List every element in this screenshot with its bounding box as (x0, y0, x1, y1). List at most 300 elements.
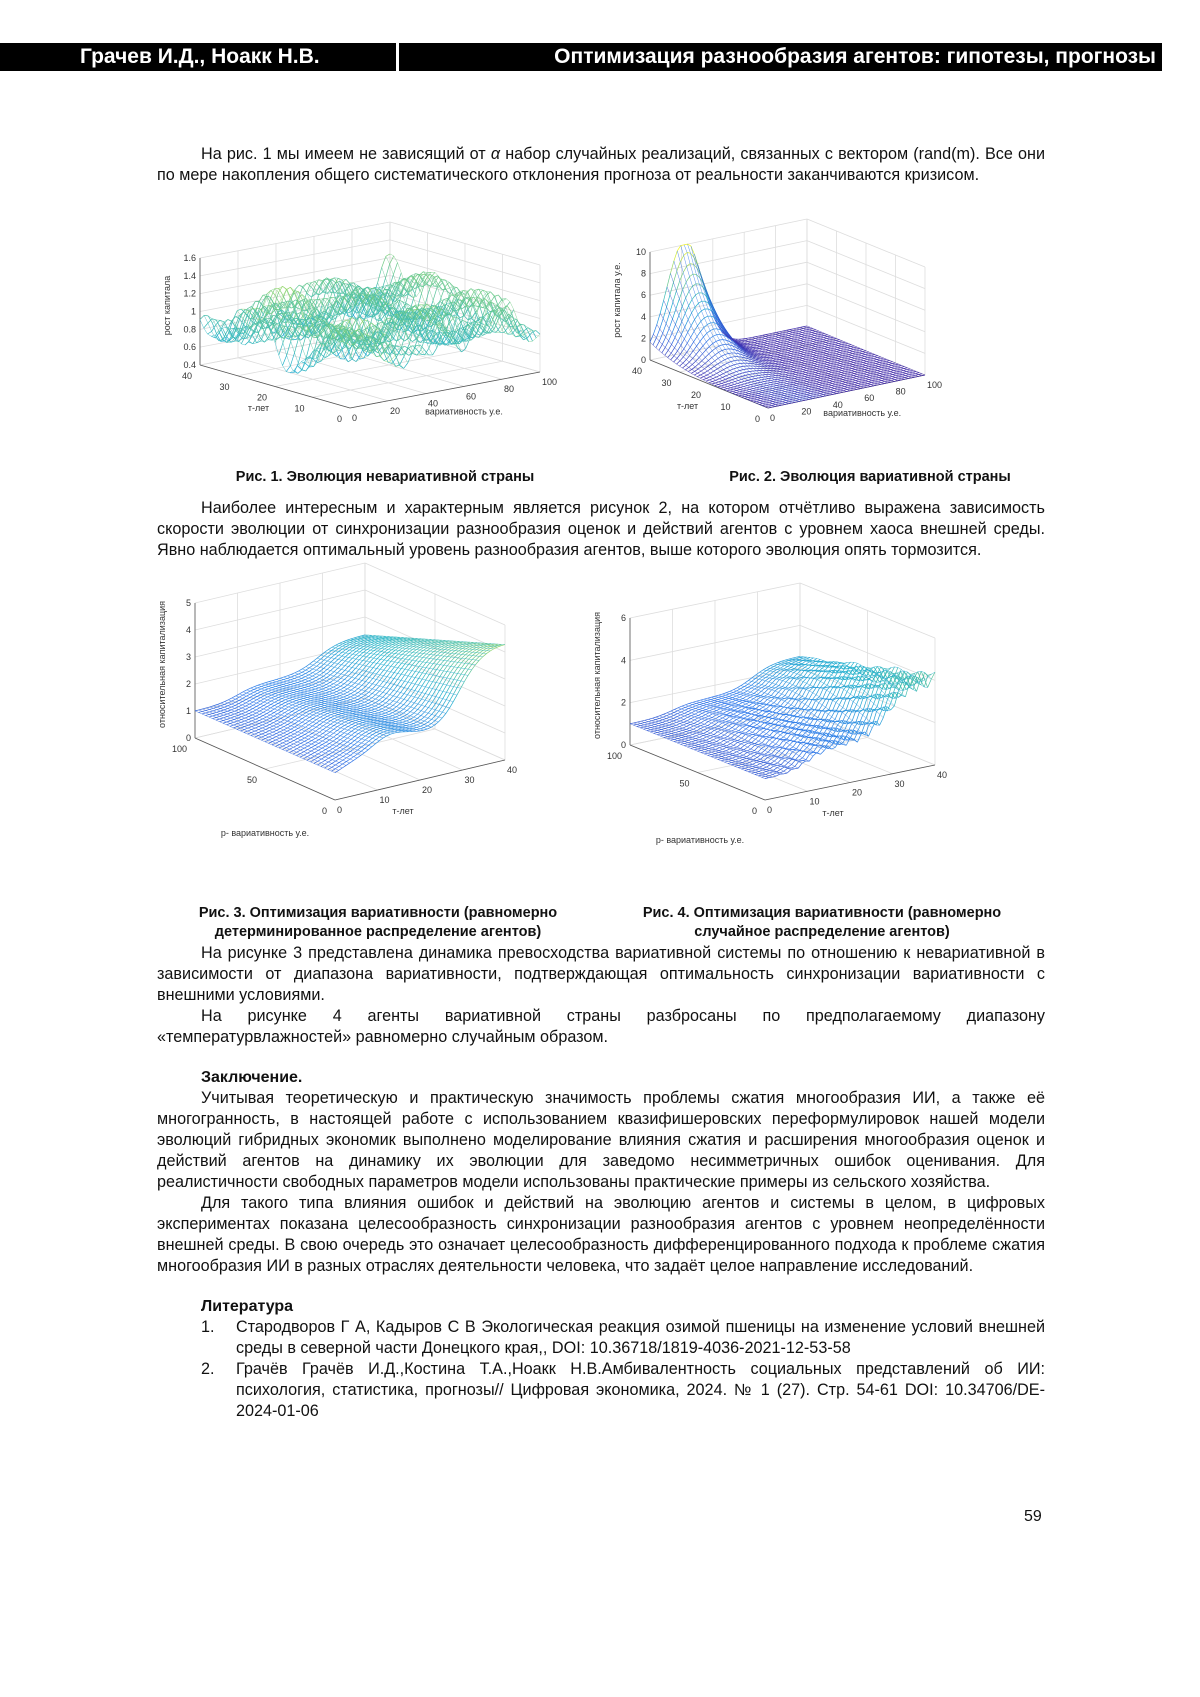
surface-mesh-line (304, 691, 308, 692)
surface-mesh-line (417, 645, 421, 647)
surface-mesh-line (755, 378, 758, 379)
surface-mesh-line (844, 373, 847, 374)
surface-mesh-line (859, 381, 862, 382)
surface-mesh-line (827, 366, 830, 367)
surface-mesh-line (817, 353, 820, 354)
surface-mesh-line (312, 681, 316, 683)
surface-mesh-line (779, 348, 782, 349)
surface-mesh-line (835, 384, 838, 385)
surface-mesh-line (392, 643, 396, 645)
surface-mesh-line (792, 332, 795, 333)
surface-mesh-line (312, 684, 316, 685)
surface-mesh-line (209, 716, 213, 717)
surface-mesh-line (327, 666, 331, 669)
surface-mesh-line (798, 377, 801, 378)
surface-mesh-line (789, 388, 792, 389)
surface-mesh-line (739, 391, 742, 392)
surface-mesh-line (327, 662, 331, 665)
surface-mesh-line (887, 382, 890, 383)
surface-mesh-line (795, 374, 798, 375)
surface-mesh-line (820, 337, 823, 338)
surface-mesh-line (813, 341, 816, 342)
surface-mesh-line (683, 360, 686, 364)
surface-mesh-line (259, 725, 263, 727)
surface-mesh-line (897, 371, 900, 372)
alpha-symbol: α (491, 145, 500, 163)
surface-mesh-line (395, 654, 399, 657)
surface-mesh-line (259, 716, 263, 718)
surface-mesh-line (370, 658, 374, 662)
surface-mesh-line (866, 376, 869, 377)
surface-mesh-line (880, 371, 883, 372)
surface-mesh-line (417, 643, 421, 645)
surface-mesh-line (249, 712, 253, 714)
surface-mesh-line (736, 390, 739, 391)
surface-mesh-line (826, 353, 829, 354)
surface-mesh-line (797, 394, 800, 395)
surface-mesh-line (895, 377, 898, 378)
surface-mesh-line (875, 379, 878, 380)
surface-mesh-line (865, 354, 868, 355)
surface-mesh-line (231, 714, 235, 715)
surface-mesh-line (245, 714, 249, 716)
surface-mesh-line (653, 338, 656, 345)
surface-mesh-line (860, 362, 863, 363)
surface-mesh-line (317, 704, 321, 705)
surface-mesh-line (826, 357, 829, 358)
surface-mesh-line (890, 371, 893, 372)
surface-mesh-line (287, 682, 291, 683)
surface-mesh-line (744, 386, 747, 387)
surface-mesh-line (244, 728, 248, 729)
surface-mesh-line (834, 349, 837, 350)
surface-mesh-line (385, 641, 389, 642)
surface-mesh-line (771, 396, 774, 397)
surface-mesh-line (770, 384, 773, 385)
surface-mesh-line (295, 674, 299, 676)
surface-mesh-line (256, 704, 260, 706)
surface-mesh-line (251, 731, 255, 733)
surface-mesh-line (317, 655, 321, 658)
surface-mesh-line (775, 393, 778, 394)
surface-mesh-line (209, 713, 213, 714)
surface-mesh-line (767, 383, 770, 384)
surface-mesh-line (325, 699, 329, 700)
surface-mesh-line (782, 362, 785, 363)
surface-mesh-line (739, 373, 742, 374)
surface-mesh-line (754, 385, 757, 386)
surface-mesh-line (325, 701, 329, 702)
surface-mesh-line (318, 698, 322, 699)
surface-mesh-line (347, 697, 351, 699)
surface-mesh-line (797, 355, 800, 356)
surface-mesh-line (261, 696, 265, 698)
surface-mesh-line (270, 723, 274, 725)
surface-mesh-line (731, 357, 734, 358)
surface-mesh-line (788, 403, 791, 404)
surface-mesh-line (768, 407, 771, 408)
surface-mesh-line (367, 643, 371, 645)
surface-mesh-line (345, 662, 349, 666)
surface-mesh-line (670, 261, 673, 273)
surface-mesh-line (809, 373, 812, 374)
surface-mesh-line (823, 396, 826, 397)
surface-mesh-line (809, 330, 812, 331)
surface-mesh-line (824, 388, 827, 389)
surface-mesh-line (391, 650, 395, 653)
surface-mesh-line (792, 362, 795, 363)
surface-mesh-line (815, 346, 818, 347)
surface-mesh-line (776, 347, 779, 348)
surface-mesh-line (806, 331, 809, 332)
surface-mesh-line (293, 694, 297, 695)
surface-mesh-line (791, 364, 794, 365)
surface-mesh-line (793, 328, 796, 329)
surface-mesh-line (802, 360, 805, 361)
surface-mesh-line (864, 360, 867, 361)
surface-mesh-line (770, 344, 773, 345)
surface-mesh-line (794, 395, 797, 396)
surface-mesh-line (768, 405, 771, 406)
surface-mesh-line (705, 354, 708, 357)
surface-mesh-line (889, 364, 892, 365)
surface-mesh-line (811, 389, 814, 390)
surface-mesh-line (282, 697, 286, 698)
surface-mesh-line (707, 323, 710, 325)
z-tick-label: 1 (191, 307, 196, 317)
surface-mesh-line (856, 363, 859, 364)
surface-mesh-line (741, 396, 744, 397)
surface-mesh-line (848, 359, 851, 360)
surface-mesh-line (862, 378, 865, 379)
surface-mesh-line (291, 681, 295, 682)
surface-mesh-line (715, 358, 718, 360)
surface-mesh-line (305, 363, 309, 367)
surface-mesh-line (276, 678, 280, 679)
surface-mesh-line (905, 379, 908, 380)
surface-mesh-line (339, 702, 343, 703)
figure-2-caption: Рис. 2. Эволюция вариативной страны (680, 468, 1060, 487)
surface-mesh-line (262, 723, 266, 725)
surface-mesh-line (290, 684, 294, 685)
surface-mesh-line (800, 355, 803, 356)
surface-mesh-line (787, 330, 790, 331)
surface-mesh-line (852, 368, 855, 369)
surface-mesh-line (311, 696, 315, 697)
surface-mesh-line (848, 356, 851, 357)
surface-mesh-line (680, 363, 683, 366)
surface-mesh-line (248, 721, 252, 723)
surface-mesh-line (227, 718, 231, 719)
surface-mesh-line (324, 665, 328, 668)
surface-mesh-line (321, 702, 325, 703)
surface-mesh-line (827, 389, 830, 390)
surface-mesh-line (338, 669, 342, 672)
surface-mesh-line (847, 387, 850, 388)
surface-mesh-line (269, 729, 273, 731)
surface-mesh-line (680, 357, 683, 361)
surface-mesh-line (857, 374, 860, 375)
surface-mesh-line (433, 348, 437, 355)
surface-mesh-line (688, 244, 806, 400)
surface-mesh-line (220, 715, 224, 716)
surface-mesh-line (249, 705, 253, 707)
surface-mesh-line (854, 387, 857, 388)
surface-mesh-line (800, 340, 803, 341)
surface-mesh-line (371, 641, 375, 643)
surface-mesh-line (820, 367, 823, 368)
surface-mesh-line (271, 702, 275, 704)
surface-mesh-line (852, 380, 855, 381)
surface-mesh-line (290, 693, 294, 694)
surface-mesh-line (348, 663, 352, 667)
surface-mesh-line (217, 709, 221, 710)
surface-mesh-line (378, 644, 382, 646)
surface-mesh-line (837, 349, 840, 350)
surface-mesh-line (691, 246, 809, 399)
surface-mesh-line (342, 650, 346, 653)
surface-mesh-line (261, 693, 265, 695)
surface-mesh-line (765, 351, 768, 352)
surface-mesh-line (773, 345, 776, 346)
surface-mesh-line (759, 404, 762, 405)
surface-mesh-line (816, 397, 819, 398)
surface-mesh-line (314, 701, 318, 702)
z-tick-label: 1.2 (183, 289, 196, 299)
surface-mesh-line (787, 356, 790, 357)
surface-mesh-line (359, 665, 363, 669)
surface-mesh-line (316, 675, 320, 677)
surface-mesh-line (805, 361, 808, 362)
surface-mesh-line (319, 692, 323, 693)
surface-mesh-line (760, 402, 763, 403)
surface-mesh-line (864, 387, 867, 388)
surface-mesh-line (325, 705, 329, 706)
surface-mesh-line (780, 384, 783, 385)
surface-mesh-line (372, 685, 376, 689)
surface-mesh-line (835, 373, 838, 374)
surface-mesh-line (290, 686, 294, 687)
surface-mesh-line (758, 341, 761, 342)
surface-mesh-line (850, 363, 853, 364)
surface-mesh-line (859, 364, 862, 365)
surface-mesh-line (894, 381, 897, 382)
surface-mesh-line (724, 386, 727, 387)
surface-mesh-line (374, 655, 378, 658)
z-tick-label: 2 (641, 333, 646, 343)
surface-mesh-line (377, 652, 381, 655)
surface-mesh-line (287, 733, 291, 735)
surface-mesh-line (676, 299, 679, 309)
surface-mesh-line (841, 346, 844, 347)
surface-mesh-line (303, 702, 307, 703)
surface-mesh-line (769, 333, 772, 334)
surface-mesh-line (295, 338, 299, 353)
surface-mesh-line (871, 356, 874, 357)
surface-mesh-line (242, 706, 246, 708)
surface-mesh-line (801, 336, 804, 337)
surface-mesh-line (844, 345, 847, 346)
surface-mesh-line (785, 378, 788, 379)
surface-mesh-line (810, 369, 813, 370)
surface-mesh-line (359, 675, 363, 679)
surface-mesh-line (291, 727, 295, 729)
surface-mesh-line (795, 333, 798, 334)
surface-mesh-line (806, 399, 809, 400)
surface-mesh-line (816, 340, 819, 341)
surface-mesh-line (800, 357, 803, 358)
surface-mesh-line (754, 342, 757, 343)
surface-mesh-line (853, 349, 856, 350)
surface-mesh-line (273, 730, 277, 732)
surface-mesh-line (910, 370, 913, 371)
surface-mesh-line (881, 384, 884, 385)
surface-mesh-line (323, 674, 327, 677)
surface-mesh-line (782, 347, 785, 348)
surface-mesh-line (707, 373, 710, 375)
surface-mesh-line (780, 397, 783, 398)
surface-mesh-line (804, 378, 807, 379)
surface-mesh-line (898, 380, 901, 381)
surface-mesh-line (843, 377, 846, 378)
surface-mesh-line (297, 693, 301, 694)
surface-mesh-line (698, 371, 701, 373)
surface-mesh-line (258, 684, 262, 685)
surface-mesh-line (781, 392, 784, 393)
surface-mesh-line (781, 353, 784, 354)
surface-mesh-line (345, 658, 349, 662)
surface-mesh-line (672, 337, 675, 344)
surface-mesh-line (329, 693, 333, 694)
surface-mesh-line (722, 382, 725, 383)
surface-mesh-line (805, 335, 808, 336)
surface-mesh-line (805, 374, 808, 375)
surface-mesh-line (790, 371, 793, 372)
surface-mesh-line (272, 686, 276, 687)
surface-mesh-line (323, 670, 327, 673)
surface-mesh-line (329, 696, 333, 697)
surface-mesh-line (400, 356, 404, 364)
surface-mesh-line (369, 689, 373, 692)
surface-mesh-line (803, 341, 806, 342)
surface-mesh-line (779, 361, 782, 362)
surface-mesh-line (794, 378, 797, 379)
surface-mesh-line (788, 350, 791, 351)
surface-mesh-line (809, 371, 812, 372)
surface-mesh-line (824, 375, 827, 376)
surface-mesh-line (394, 663, 398, 667)
surface-mesh-line (288, 711, 292, 713)
surface-mesh-line (307, 695, 311, 696)
surface-mesh-line (758, 397, 761, 398)
surface-mesh-line (238, 711, 242, 713)
surface-mesh-line (763, 346, 766, 347)
surface-mesh-line (318, 700, 322, 701)
surface-mesh-line (781, 378, 784, 379)
surface-mesh-line (763, 403, 766, 404)
surface-mesh-line (883, 372, 886, 373)
surface-mesh-line (288, 708, 292, 710)
surface-mesh-line (775, 406, 778, 407)
surface-mesh-line (761, 398, 764, 399)
surface-mesh-line (387, 661, 391, 665)
surface-mesh-line (276, 685, 280, 686)
a-tick-label: 20 (390, 406, 400, 416)
surface-mesh-line (847, 374, 850, 375)
surface-mesh-line (866, 378, 869, 379)
surface-mesh-line (745, 380, 748, 381)
surface-mesh-line (784, 382, 787, 383)
surface-mesh-line (773, 399, 776, 400)
surface-mesh-line (242, 703, 246, 705)
surface-mesh-line (793, 369, 796, 370)
surface-mesh-line (865, 381, 868, 382)
surface-mesh-line (324, 650, 328, 653)
surface-mesh-line (771, 394, 774, 395)
surface-mesh-line (378, 267, 382, 282)
z-tick-label: 10 (636, 247, 646, 257)
surface-mesh-line (709, 382, 712, 383)
surface-mesh-line (341, 661, 345, 665)
surface-mesh-line (877, 357, 880, 358)
surface-mesh-line (305, 686, 309, 687)
surface-mesh-line (785, 389, 788, 390)
surface-mesh-line (265, 734, 269, 736)
surface-mesh-line (761, 382, 764, 383)
surface-mesh-line (391, 657, 395, 661)
surface-mesh-line (786, 333, 789, 334)
surface-mesh-line (223, 717, 227, 718)
surface-mesh-line (719, 377, 722, 378)
surface-mesh-line (653, 325, 656, 335)
surface-mesh-line (743, 369, 746, 370)
b-tick-label: 30 (219, 382, 229, 392)
z-tick-label: 1.6 (183, 253, 196, 263)
surface-mesh-line (684, 252, 687, 255)
surface-mesh-line (764, 383, 767, 384)
surface-mesh-line (697, 332, 700, 337)
surface-mesh-line (734, 364, 737, 365)
surface-mesh-line (264, 697, 268, 699)
surface-mesh-line (870, 360, 873, 361)
surface-mesh-line (349, 648, 353, 650)
surface-mesh-line (782, 404, 785, 405)
surface-mesh-line (847, 376, 850, 377)
surface-mesh-line (328, 708, 332, 709)
surface-mesh-line (410, 643, 414, 645)
surface-mesh-line (802, 334, 805, 335)
surface-mesh-line (811, 336, 814, 337)
surface-mesh-line (311, 694, 315, 695)
surface-mesh-line (684, 244, 687, 245)
surface-mesh-line (268, 695, 272, 697)
surface-mesh-line (803, 354, 806, 355)
surface-mesh-line (309, 679, 313, 681)
surface-mesh-line (868, 355, 871, 356)
surface-mesh-line (833, 379, 836, 380)
surface-mesh-line (297, 686, 301, 687)
surface-mesh-line (753, 388, 756, 389)
surface-mesh-line (256, 708, 260, 710)
surface-mesh-line (276, 735, 280, 737)
surface-mesh-line (307, 699, 311, 700)
surface-mesh-line (830, 367, 833, 368)
surface-mesh-line (783, 330, 786, 331)
surface-mesh-line (841, 386, 844, 387)
surface-mesh-line (308, 690, 312, 691)
surface-mesh-line (296, 699, 300, 700)
surface-mesh-line (403, 644, 407, 646)
